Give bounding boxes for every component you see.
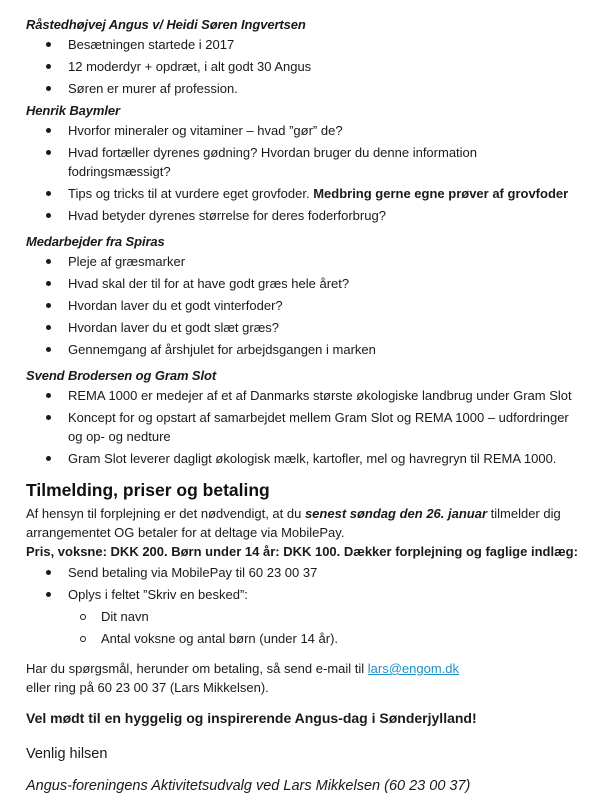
bullet-icon <box>46 415 51 420</box>
list-item <box>26 143 578 181</box>
list-item-emphasis: Medbring gerne egne prøver af grovfoder <box>313 186 569 201</box>
bullet-icon <box>46 347 51 352</box>
bullet-icon <box>46 570 51 575</box>
list-item <box>26 57 578 76</box>
list-item-text: Hvad skal der til for at have godt græs hele året? <box>68 276 350 291</box>
bullet-icon <box>46 42 51 47</box>
bullet-icon <box>46 86 51 91</box>
bullet-icon <box>46 592 51 597</box>
list-item-text: Send betaling via MobilePay til 60 23 00 37 <box>68 565 318 580</box>
signature: Angus-foreningens Aktivitetsudvalg ved Lars Mikkelsen (60 23 00 37) <box>26 778 471 794</box>
deadline-text: senest søndag den 26. januar <box>304 506 488 521</box>
list-item <box>26 274 578 293</box>
list-item <box>26 408 578 446</box>
bullet-list <box>26 35 615 98</box>
bullet-icon <box>46 325 51 330</box>
contact-text: Har du spørgsmål, herunder om betaling, så send e-mail til <box>26 661 368 676</box>
bullet-list <box>26 252 615 359</box>
list-item <box>26 318 578 337</box>
list-item <box>26 340 578 359</box>
list-item <box>26 585 578 604</box>
sub-list-item <box>26 607 615 626</box>
section-heading: Henrik Baymler <box>26 103 120 118</box>
list-item <box>26 449 578 468</box>
list-item <box>26 35 578 54</box>
list-item-text: Oplys i feltet ”Skriv en besked”: <box>68 587 248 602</box>
sub-list <box>26 607 615 648</box>
bullet-icon <box>46 213 51 218</box>
list-item-text: Hvad betyder dyrenes størrelse for deres foderforbrug? <box>68 208 386 223</box>
list-item <box>26 563 578 582</box>
list-item <box>26 296 578 315</box>
list-item-text: Koncept for og opstart af samarbejdet mellem Gram Slot og REMA 1000 – udfordringer og op- og nedture <box>68 410 569 444</box>
list-item-text: Søren er murer af profession. <box>68 81 238 96</box>
list-item <box>26 79 578 98</box>
list-item <box>26 206 578 225</box>
bullet-icon <box>46 303 51 308</box>
list-item-text: Hvordan laver du et godt slæt græs? <box>68 320 279 335</box>
section-heading: Medarbejder fra Spiras <box>26 234 165 249</box>
list-item-text: Besætningen startede i 2017 <box>68 37 235 52</box>
list-item-text: Hvad fortæller dyrenes gødning? Hvordan bruger du denne information fodringsmæssigt? <box>68 145 478 179</box>
list-item <box>26 386 578 405</box>
section-heading: Råstedhøjvej Angus v/ Heidi Søren Ingvertsen <box>26 17 306 32</box>
bullet-list <box>26 121 615 225</box>
list-item-text: Gennemgang af årshjulet for arbejdsgangen i marken <box>68 342 376 357</box>
sub-list-item-text: Dit navn <box>101 609 149 624</box>
list-item <box>26 121 578 140</box>
circle-bullet-icon <box>80 614 86 620</box>
bullet-icon <box>46 393 51 398</box>
list-item-text: Gram Slot leverer dagligt økologisk mælk, kartofler, mel og havregryn til REMA 1000. <box>68 451 557 466</box>
list-item-text: Pleje af græsmarker <box>68 254 186 269</box>
list-item-text: Hvordan laver du et godt vinterfoder? <box>68 298 283 313</box>
bullet-icon <box>46 259 51 264</box>
price-line: Pris, voksne: DKK 200. Børn under 14 år: DKK 100. Dækker forplejning og faglige indlæg: <box>26 544 578 559</box>
bullet-icon <box>46 150 51 155</box>
list-item-text: Tips og tricks til at vurdere eget grovfoder. <box>68 186 314 201</box>
bullet-icon <box>46 456 51 461</box>
intro-text-end: tilmelder dig arrangementet OG betaler for at deltage via MobilePay. <box>26 506 561 540</box>
bullet-icon <box>46 64 51 69</box>
bullet-icon <box>46 191 51 196</box>
greeting: Venlig hilsen <box>26 746 108 762</box>
email-link[interactable]: lars@engom.dk <box>367 661 460 676</box>
payment-list <box>26 563 615 604</box>
bullet-icon <box>46 128 51 133</box>
registration-heading: Tilmelding, priser og betaling <box>26 480 270 500</box>
list-item-text: Hvorfor mineraler og vitaminer – hvad ”gør” de? <box>68 123 343 138</box>
contact-line <box>26 659 615 678</box>
circle-bullet-icon <box>80 636 86 642</box>
list-item-text: 12 moderdyr + opdræt, i alt godt 30 Angus <box>68 59 312 74</box>
list-item-text: REMA 1000 er medejer af et af Danmarks største økologiske landbrug under Gram Slot <box>68 388 572 403</box>
registration-intro <box>26 504 586 542</box>
list-item <box>26 252 578 271</box>
section-heading: Svend Brodersen og Gram Slot <box>26 368 217 383</box>
intro-text: Af hensyn til forplejning er det nødvendigt, at du <box>26 506 305 521</box>
bullet-list <box>26 386 615 468</box>
contact-phone-line: eller ring på 60 23 00 37 (Lars Mikkelsen). <box>26 680 269 695</box>
list-item <box>26 184 578 203</box>
sub-list-item <box>26 629 615 648</box>
closing-line: Vel mødt til en hyggelig og inspirerende Angus-dag i Sønderjylland! <box>26 710 477 726</box>
bullet-icon <box>46 281 51 286</box>
sub-list-item-text: Antal voksne og antal børn (under 14 år). <box>101 631 339 646</box>
